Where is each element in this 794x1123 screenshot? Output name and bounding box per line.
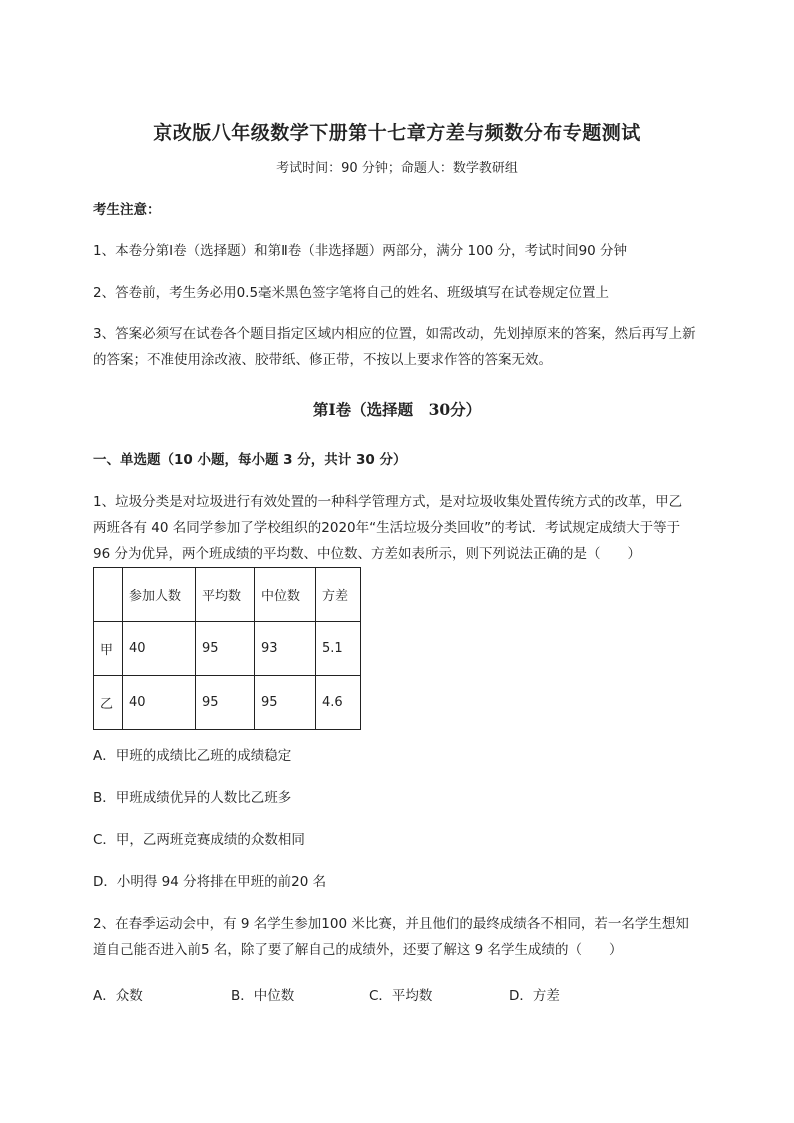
q2-option-c: C．平均数 — [369, 988, 433, 1004]
q1-option-d: D．小明得 94 分将排在甲班的前20 名 — [93, 874, 327, 890]
table-header-row — [94, 568, 361, 622]
table-cell: 4.6 — [316, 676, 361, 730]
notice-item-3: 3、答案必须写在试卷各个题目指定区域内相应的位置，如需改动，先划掉原来的答案，然后再写上新 — [93, 326, 696, 342]
section-title: 第Ⅰ卷（选择题 30分） — [312, 400, 482, 419]
table-cell: 40 — [123, 622, 196, 676]
q2-text-line-2: 道自己能否进入前5 名，除了要了解自己的成绩外，还要了解这 9 名学生成绩的（ ） — [93, 942, 623, 958]
q2-option-a: A．众数 — [93, 988, 143, 1004]
q1-option-a: A．甲班的成绩比乙班的成绩稳定 — [93, 748, 292, 764]
table-cell: 甲 — [94, 622, 123, 676]
table-row — [94, 676, 361, 730]
table-cell: 40 — [123, 676, 196, 730]
q2-text-line-1: 2、在春季运动会中，有 9 名学生参加100 米比赛，并且他们的最终成绩各不相同，若一名学生想知 — [93, 916, 689, 932]
table-header-cell: 中位数 — [255, 568, 316, 622]
table-cell: 93 — [255, 622, 316, 676]
q1-text-line-3: 96 分为优异，两个班成绩的平均数、中位数、方差如表所示，则下列说法正确的是（ ） — [93, 546, 641, 562]
q1-option-c: C．甲，乙两班竞赛成绩的众数相同 — [93, 832, 305, 848]
q2-option-b: B．中位数 — [231, 988, 295, 1004]
table-cell: 乙 — [94, 676, 123, 730]
notice-item-3-cont: 的答案；不准使用涂改液、胶带纸、修正带，不按以上要求作答的答案无效。 — [93, 352, 552, 368]
q1-text-line-1: 1、垃圾分类是对垃圾进行有效处置的一种科学管理方式，是对垃圾收集处置传统方式的改革，甲乙 — [93, 494, 683, 510]
table-row — [94, 622, 361, 676]
notice-item-2: 2、答卷前，考生务必用0.5毫米黑色签字笔将自己的姓名、班级填写在试卷规定位置上 — [93, 285, 610, 301]
exam-title: 京改版八年级数学下册第十七章方差与频数分布专题测试 — [153, 122, 641, 144]
table-header-cell: 平均数 — [196, 568, 255, 622]
q1-option-b: B．甲班成绩优异的人数比乙班多 — [93, 790, 292, 806]
table-header-cell: 方差 — [316, 568, 361, 622]
table-cell: 95 — [255, 676, 316, 730]
table-header-cell — [94, 568, 123, 622]
table-header-cell: 参加人数 — [123, 568, 196, 622]
table-cell: 95 — [196, 622, 255, 676]
table-cell: 95 — [196, 676, 255, 730]
score-table — [93, 567, 361, 730]
exam-subtitle: 考试时间：90 分钟；命题人：数学教研组 — [276, 161, 518, 176]
notice-heading: 考生注意： — [93, 202, 161, 218]
q2-option-d: D．方差 — [509, 988, 560, 1004]
q1-text-line-2: 两班各有 40 名同学参加了学校组织的2020年“生活垃圾分类回收”的考试．考试规定成绩大于等于 — [93, 520, 681, 536]
part-heading: 一、单选题（10 小题，每小题 3 分，共计 30 分） — [93, 452, 407, 468]
table-cell: 5.1 — [316, 622, 361, 676]
notice-item-1: 1、本卷分第Ⅰ卷（选择题）和第Ⅱ卷（非选择题）两部分，满分 100 分，考试时间90 分钟 — [93, 243, 628, 259]
